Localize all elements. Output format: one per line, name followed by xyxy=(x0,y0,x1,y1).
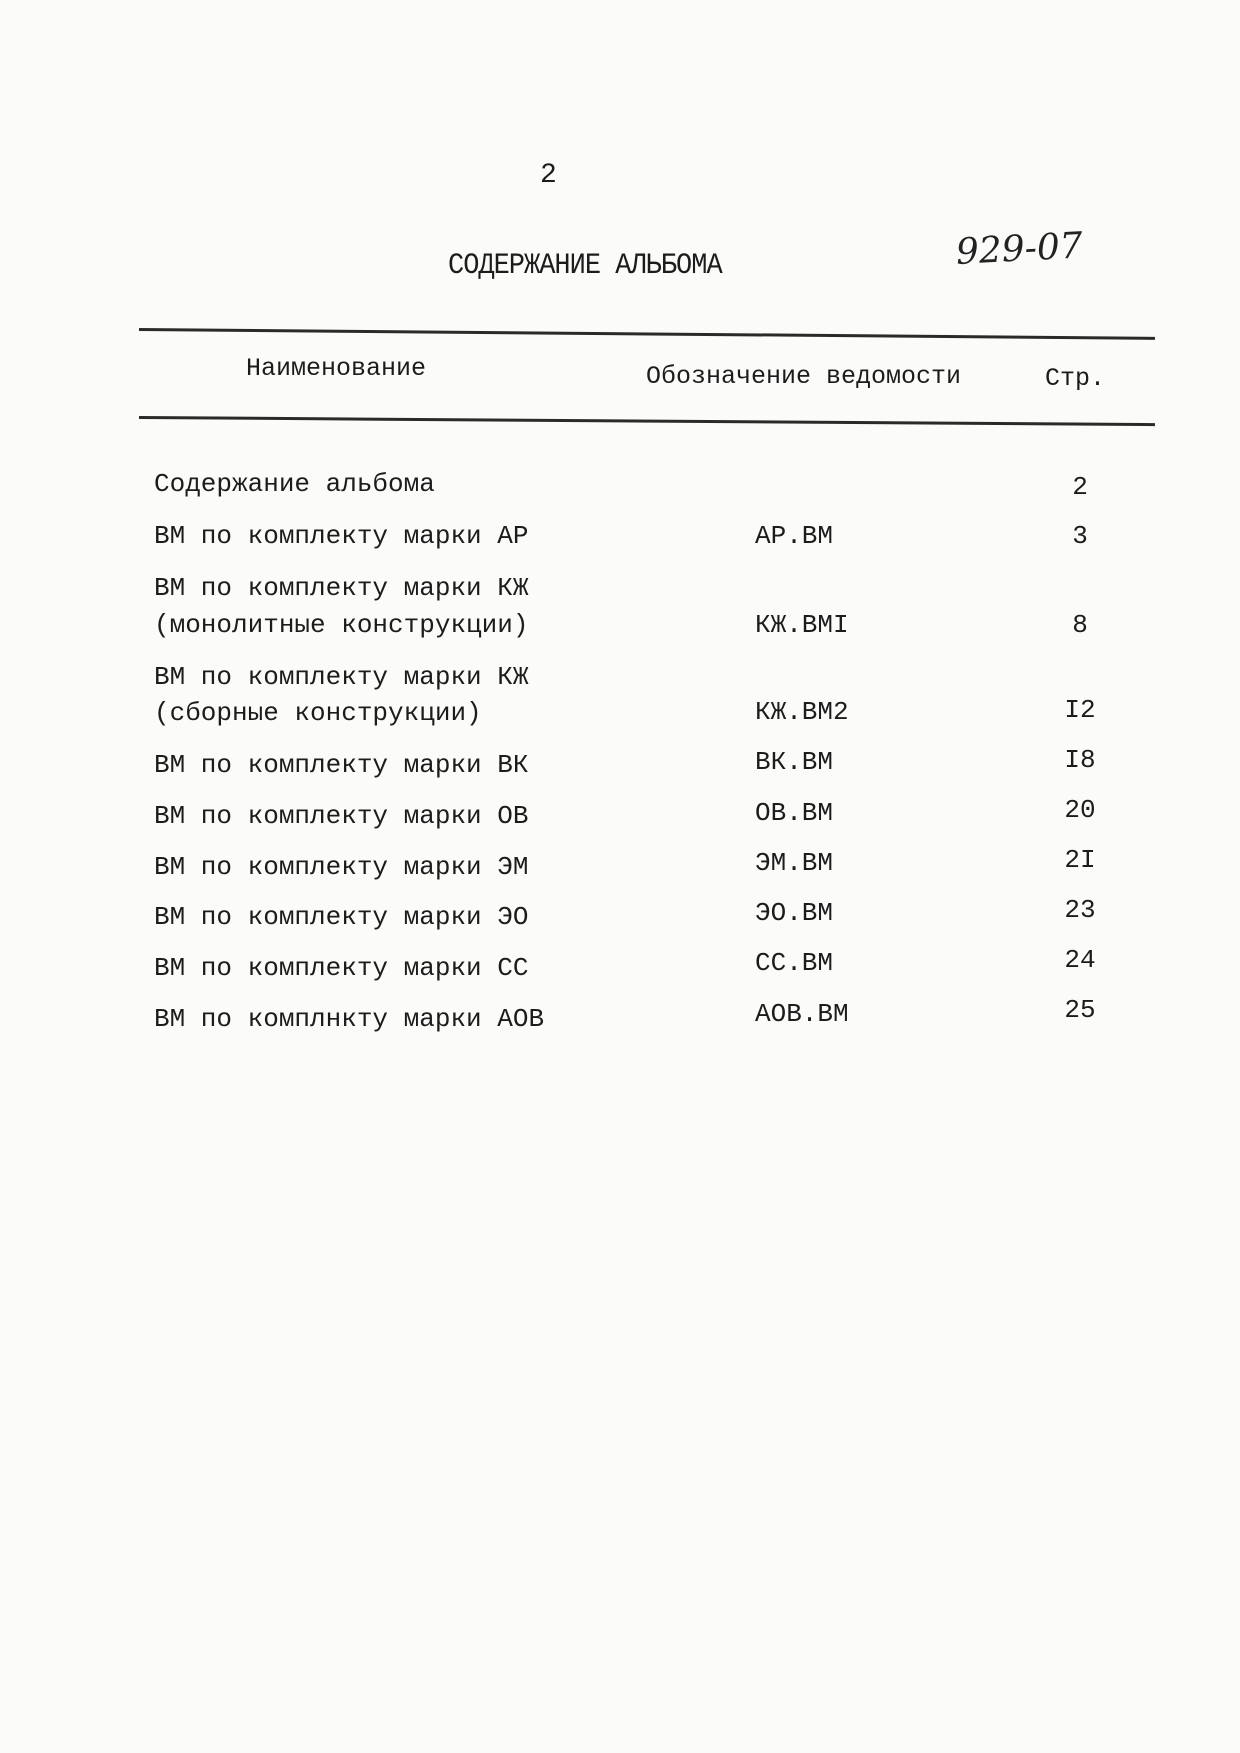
row-page: 20 xyxy=(1064,795,1096,825)
header-page: Стр. xyxy=(1045,364,1106,393)
page-number: 2 xyxy=(540,160,557,191)
header-designation: Обозначение ведомости xyxy=(646,362,962,391)
row-name: ВМ по комплекту марки КЖ xyxy=(154,662,529,692)
row-page: 2 xyxy=(1072,472,1088,502)
row-name: ВМ по комплекту марки АР xyxy=(154,521,529,551)
row-designation: ОВ.ВМ xyxy=(755,798,834,828)
row-designation: АР.ВМ xyxy=(755,521,834,551)
row-designation: КЖ.ВМ2 xyxy=(755,697,849,727)
row-page: I8 xyxy=(1064,745,1096,775)
row-page: 8 xyxy=(1072,610,1088,640)
row-name: ВМ по комплекту марки ЭМ xyxy=(154,852,529,882)
row-page: 2I xyxy=(1064,845,1096,875)
row-page: 23 xyxy=(1064,895,1096,925)
document-code: 929-07 xyxy=(955,225,1084,273)
document-title: СОДЕРЖАНИЕ АЛЬБОМА xyxy=(448,250,722,283)
row-designation: ВК.ВМ xyxy=(755,747,834,777)
row-page: 25 xyxy=(1064,995,1096,1025)
row-name: ВМ по комплекту марки ЭО xyxy=(154,902,529,932)
header-name: Наименование xyxy=(246,354,427,383)
row-name: ВМ по комплнкту марки АОВ xyxy=(154,1004,545,1034)
row-name-continued: (монолитные конструкции) xyxy=(154,610,529,640)
row-page: 3 xyxy=(1072,521,1088,551)
row-designation: СС.ВМ xyxy=(755,948,834,978)
row-designation: ЭМ.ВМ xyxy=(755,848,834,878)
row-designation: АОВ.ВМ xyxy=(755,999,849,1029)
row-name: ВМ по комплекту марки СС xyxy=(154,953,529,983)
table-top-rule xyxy=(139,328,1155,340)
row-name: Содержание альбома xyxy=(154,469,435,499)
row-page: 24 xyxy=(1064,945,1096,975)
row-name: ВМ по комплекту марки ОВ xyxy=(154,801,529,831)
row-designation: КЖ.ВМI xyxy=(755,610,849,640)
row-name: ВМ по комплекту марки КЖ xyxy=(154,573,529,603)
row-page: I2 xyxy=(1064,695,1096,725)
row-designation: ЭО.ВМ xyxy=(755,898,834,928)
row-name-continued: (сборные конструкции) xyxy=(154,698,482,728)
table-header-rule xyxy=(139,416,1155,426)
row-name: ВМ по комплекту марки ВК xyxy=(154,750,529,780)
